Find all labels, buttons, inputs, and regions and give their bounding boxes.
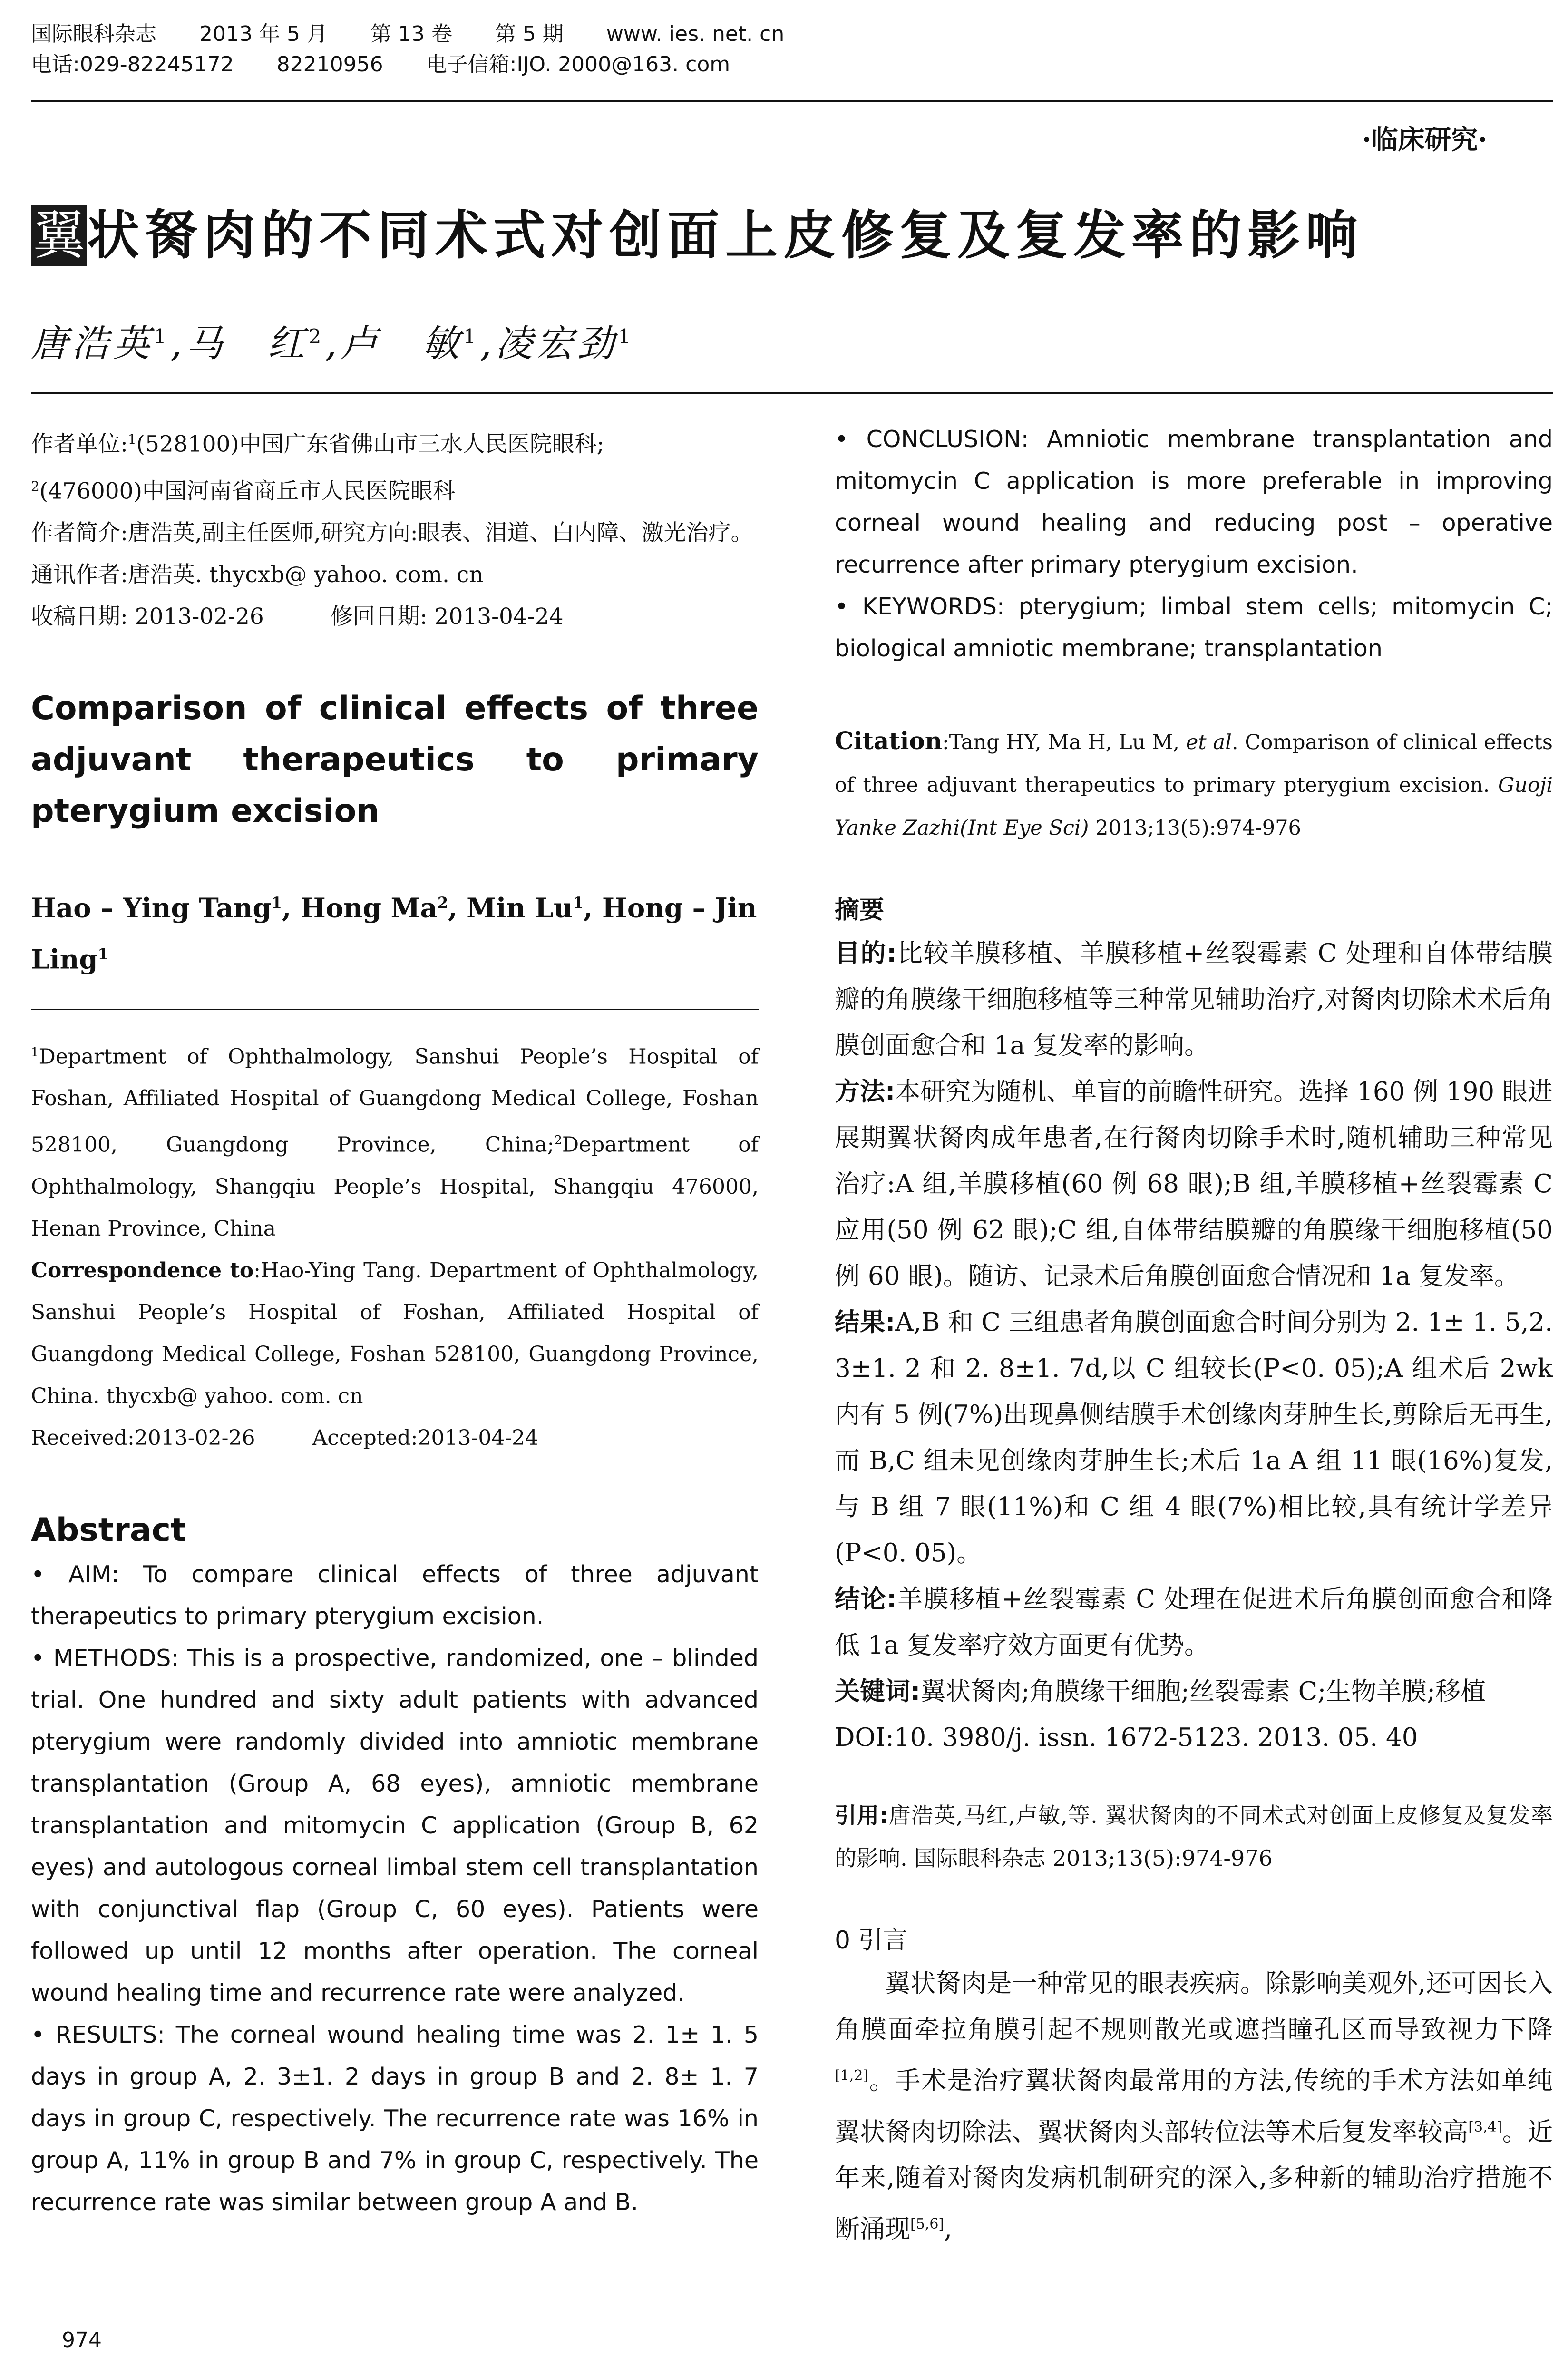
intro-paragraph <box>835 1960 1553 2252</box>
right-column <box>835 419 1553 2252</box>
intro-text-3: 。近年来,随着对胬肉发病机制研究的深入,多种新的辅助治疗措施不断涌现 <box>835 2117 1553 2244</box>
abstract-aim: • AIM: To compare clinical effects of three adjuvant therapeutics to primary pterygium excision. <box>31 1560 759 1630</box>
cn-author-sup: 1 <box>154 325 170 348</box>
corresponding-author: 通讯作者:唐浩英. thycxb@ yahoo. com. cn <box>31 562 484 588</box>
phone-2: 82210956 <box>276 52 383 77</box>
citation-etal: et al <box>1186 731 1232 754</box>
cn-author-list <box>31 314 634 367</box>
correspondence-label: Correspondence to <box>31 1258 254 1283</box>
intro-text-1: 翼状胬肉是一种常见的眼表疾病。除影响美观外,还可因长入角膜面牵拉角膜引起不规则散光或遮挡瞳孔区而导致视力下降 <box>835 1969 1553 2044</box>
cn-aim <box>835 930 1553 1069</box>
doi: DOI:10. 3980/j. issn. 1672-5123. 2013. 05. 40 <box>835 1723 1418 1752</box>
unit-a: (528100)中国广东省佛山市三水人民医院眼科; <box>136 431 604 458</box>
affiliation-rule <box>31 1009 759 1010</box>
header-line-2 <box>31 49 1553 80</box>
en-author: Hong Ma <box>300 892 438 924</box>
aff-sup: 1 <box>31 1045 39 1060</box>
citation-label: Citation <box>835 727 943 755</box>
cn-author-sep: , <box>479 322 496 365</box>
affiliation <box>31 1032 759 1250</box>
intro-text-2: 。手术是治疗翼状胬肉最常用的方法,传统的手术方法如单纯翼状胬肉切除法、翼状胬肉头部转位法等术后复发率较高 <box>835 2066 1553 2147</box>
citation <box>835 720 1553 849</box>
journal-website: www. ies. net. cn <box>606 22 785 46</box>
cn-keywords <box>835 1668 1553 1715</box>
abstract-keywords: • KEYWORDS: pterygium; limbal stem cells; mitomycin C; biological amniotic membrane; transplantation <box>835 593 1553 662</box>
dates <box>31 596 759 638</box>
abstract-conclusion: • CONCLUSION: Amniotic membrane transplantation and mitomycin C application is more preferable in improving corneal wound healing and reducing post – operative recurrence after primary pterygium excision. <box>835 426 1553 578</box>
cn-author: 唐浩英 <box>31 322 154 365</box>
cn-abstract-heading: 摘要 <box>835 896 885 925</box>
aff-sup: 2 <box>554 1133 562 1148</box>
ref-1-2: [1,2] <box>835 2067 869 2084</box>
title-text: 状胬肉的不同术式对创面上皮修复及复发率的影响 <box>87 205 1363 266</box>
author-unit <box>31 419 759 466</box>
citation-title: . Comparison of clinical effects of three adjuvant therapeutics to primary pterygium excision. <box>835 731 1553 797</box>
cn-results <box>835 1299 1553 1576</box>
correspondence <box>31 1250 759 1417</box>
unit-sup: 2 <box>31 478 39 494</box>
article-title <box>31 205 1363 266</box>
intro-text-4: , <box>944 2214 952 2244</box>
abstract-heading: Abstract <box>31 1511 186 1549</box>
en-author: Hong – Jin Ling <box>31 892 757 975</box>
cn-author-sup: 1 <box>463 325 480 348</box>
cn-methods-text: 本研究为随机、单盲的前瞻性研究。选择 160 例 190 眼进展期翼状胬肉成年患者,在行胬肉切除手术时,随机辅助三种常见治疗:A 组,羊膜移植(60 例 68 眼);B 组,羊膜移植+丝裂霉素 C 应用(50 例 62 眼);C 组,自体带结膜瓣的角膜缘干细胞移植(50 例 60 眼)。随访、记录术后角膜创面愈合情况和 1a 复发率。 <box>835 1077 1553 1291</box>
ref-3-4: [3,4] <box>1468 2118 1502 2135</box>
header-rule <box>31 100 1553 102</box>
cn-aim-text: 比较羊膜移植、羊膜移植+丝裂霉素 C 处理和自体带结膜瓣的角膜缘干细胞移植等三种常见辅助治疗,对胬肉切除术术后角膜创面愈合和 1a 复发率的影响。 <box>835 939 1553 1060</box>
cn-author-sep: , <box>170 322 186 365</box>
abstract-methods: • METHODS: This is a prospective, randomized, one – blinded trial. One hundred and sixty adult patients with advanced pterygium were randomly divided into amniotic membrane transplantation (Group A, 68 eyes), amniotic membrane transplantation and mitomycin C application (Group B, 62 eyes) and autologous corneal limbal stem cell transplantation with conjunctival flap (Group C, 60 eyes). Patients were followed up until 12 months after operation. The corneal wound healing time and recurrence rate were analyzed. <box>31 1644 759 2007</box>
cn-results-text: A,B 和 C 三组患者角膜创面愈合时间分别为 2. 1± 1. 5,2. 3±1. 2 和 2. 8±1. 7d,以 C 组较长(P<0. 05);A 组术后 2wk 内有 5 例(7%)出现鼻侧结膜手术创缘肉芽肿生长,剪除后无再生,而 B,C 组未见创缘肉芽肿生长;术后 1a A 组 11 眼(16%)复发,与 B 组 7 眼(11%)和 C 组 4 眼(7%)相比较,具有统计学差异(P<0. 05)。 <box>835 1308 1553 1568</box>
page-number: 974 <box>62 2328 102 2352</box>
cn-author-sep: , <box>325 322 341 365</box>
en-received: Received:2013-02-26 <box>31 1425 255 1450</box>
abstract-results: • RESULTS: The corneal wound healing time was 2. 1± 1. 5 days in group A, 2. 3±1. 2 days in group B and 2. 8± 1. 7 days in group C, respectively. The recurrence rate was 16% in group A, 11% in group B and 7% in group C, respectively. The recurrence rate was similar between group A and B. <box>31 2021 759 2216</box>
cn-author: 卢 敏 <box>341 322 464 365</box>
en-author-sep: , <box>448 892 467 924</box>
english-authors <box>31 880 759 982</box>
author-unit-label: 作者单位: <box>31 431 128 458</box>
ref-5-6: [5,6] <box>910 2216 945 2233</box>
cn-citation <box>835 1794 1553 1880</box>
en-accepted: Accepted:2013-04-24 <box>312 1425 539 1450</box>
en-author-sup: 2 <box>437 894 448 912</box>
issue-number: 第 5 期 <box>495 22 564 46</box>
en-author-sup: 1 <box>271 894 282 912</box>
header-line-1 <box>31 19 1553 49</box>
cn-conclusion-label: 结论: <box>835 1585 897 1614</box>
en-author: Hao – Ying Tang <box>31 892 272 924</box>
en-author: Min Lu <box>467 892 573 924</box>
cn-aim-label: 目的: <box>835 939 897 968</box>
title-initial: 翼 <box>31 205 87 266</box>
cn-conclusion-text: 羊膜移植+丝裂霉素 C 处理在促进术后角膜创面愈合和降低 1a 复发率疗效方面更有优势。 <box>835 1585 1553 1660</box>
cn-author: 凌宏劲 <box>495 322 618 365</box>
en-author-sup: 1 <box>573 894 584 912</box>
citation-volume: 2013;13(5):974-976 <box>1089 816 1301 840</box>
issue-date: 2013 年 5 月 <box>199 22 328 46</box>
unit-sup: 1 <box>127 431 136 447</box>
cn-author-sup: 1 <box>618 325 635 348</box>
cn-keywords-label: 关键词: <box>835 1677 921 1706</box>
aff-1: Department of Ophthalmology, Sanshui People’s Hospital of Foshan, Affiliated Hospital of Guangdong Medical College, Foshan 528100, Guangdong Province, China; <box>31 1044 759 1157</box>
revised-date: 修回日期: 2013-04-24 <box>330 604 564 630</box>
cn-citation-label: 引用: <box>835 1802 888 1828</box>
aff-2: Department of Ophthalmology, Shangqiu People’s Hospital, Shangqiu 476000, Henan Province, China <box>31 1132 759 1241</box>
left-column <box>31 419 759 2223</box>
unit-b: (476000)中国河南省商丘市人民医院眼科 <box>39 478 455 505</box>
volume: 第 13 卷 <box>370 22 452 46</box>
cn-keywords-text: 翼状胬肉;角膜缘干细胞;丝裂霉素 C;生物羊膜;移植 <box>920 1677 1486 1706</box>
cn-citation-text: 唐浩英,马红,卢敏,等. 翼状胬肉的不同术式对创面上皮修复及复发率的影响. 国际眼科杂志 2013;13(5):974-976 <box>835 1802 1553 1871</box>
cn-author: 马 红 <box>185 322 309 365</box>
author-unit-2 <box>31 466 759 513</box>
correspondence-text: :Hao-Ying Tang. Department of Ophthalmology, Sanshui People’s Hospital of Foshan, Affiliated Hospital of Guangdong Medical College, Foshan 528100, Guangdong Province, China. thycxb@ yahoo. com. cn <box>31 1258 759 1408</box>
citation-authors: :Tang HY, Ma H, Lu M, <box>942 731 1186 754</box>
journal-name: 国际眼科杂志 <box>31 22 156 46</box>
section-label: ·临床研究· <box>1362 124 1487 156</box>
intro-heading: 0 引言 <box>835 1926 908 1955</box>
journal-header <box>31 19 1553 80</box>
cn-author-sup: 2 <box>308 325 325 348</box>
received-date: 收稿日期: 2013-02-26 <box>31 604 264 630</box>
cn-conclusion <box>835 1576 1553 1668</box>
en-author-sup: 1 <box>97 945 108 963</box>
en-author-sep: , <box>282 892 301 924</box>
cn-methods-label: 方法: <box>835 1077 896 1106</box>
author-bio: 作者简介:唐浩英,副主任医师,研究方向:眼表、泪道、白内障、激光治疗。 <box>31 520 753 546</box>
email: 电子信箱:IJO. 2000@163. com <box>426 52 730 77</box>
authors-rule <box>31 392 1553 394</box>
citation-journal: Guoji Yanke Zazhi(Int Eye Sci) <box>835 773 1553 840</box>
cn-methods <box>835 1069 1553 1299</box>
en-author-sep: , <box>583 892 602 924</box>
cn-results-label: 结果: <box>835 1308 896 1337</box>
english-title: Comparison of clinical effects of three adjuvant therapeutics to primary pterygium excision <box>31 690 759 830</box>
phone: 电话:029-82245172 <box>31 52 234 77</box>
en-dates <box>31 1417 759 1459</box>
